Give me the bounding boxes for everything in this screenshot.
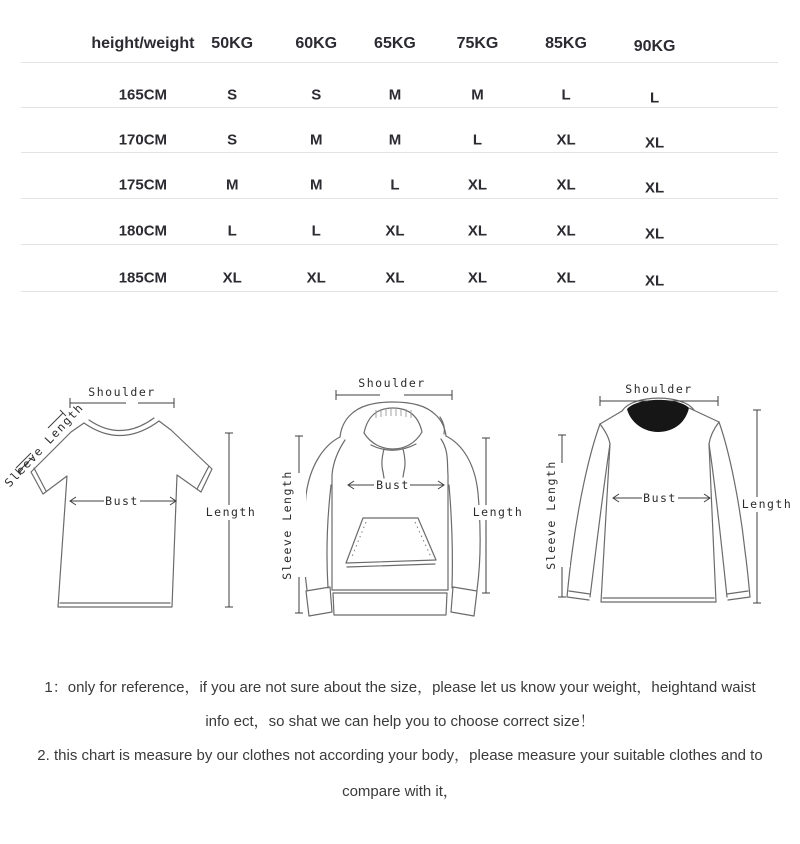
size-cell: XL (467, 222, 488, 240)
height-cell: 165CM (118, 86, 168, 104)
size-cell: S (227, 131, 238, 149)
tshirt-shoulder-label: Shoulder (88, 385, 156, 399)
size-cell: L (561, 86, 571, 104)
size-cell: XL (385, 222, 405, 240)
size-cell: XL (385, 269, 405, 287)
size-cell: XL (645, 179, 665, 197)
hoodie-shoulder-label: Shoulder (358, 376, 426, 390)
garment-diagrams (0, 345, 800, 645)
size-cell: XL (645, 134, 665, 152)
header-cell: 75KG (456, 35, 499, 53)
longsleeve-bust-label: Bust (643, 491, 677, 505)
size-cell: M (309, 131, 323, 149)
tshirt-length-label: Length (205, 505, 257, 519)
size-cell: L (472, 131, 483, 149)
table-row (21, 245, 778, 292)
size-cell: XL (556, 269, 576, 287)
table-row (21, 199, 778, 245)
table-row (21, 108, 778, 153)
size-cell: XL (467, 176, 488, 194)
size-cell: S (227, 86, 238, 104)
header-cell: 90KG (633, 38, 676, 56)
height-cell: 180CM (118, 222, 168, 240)
note-line-4: compare with it， (342, 783, 458, 800)
header-cell: height/weight (91, 35, 195, 53)
size-cell: XL (556, 222, 576, 240)
longsleeve-diagram (544, 382, 794, 603)
hoodie-length-label: Length (472, 505, 524, 519)
hoodie-sleeve-length-label: Sleeve Length (280, 470, 294, 580)
size-cell: L (650, 89, 660, 107)
header-cell: 85KG (545, 35, 587, 53)
header-cell: 50KG (211, 35, 254, 53)
header-cell: 65KG (374, 35, 416, 53)
hoodie-diagram (280, 376, 524, 616)
tshirt-sleeve-length-label: Sleeve Length (1, 400, 87, 490)
size-cell: S (311, 86, 322, 104)
size-cell: XL (645, 225, 665, 243)
size-cell: XL (467, 269, 488, 287)
size-cell: XL (556, 131, 576, 149)
size-cell: L (311, 222, 321, 240)
table-header-row (21, 20, 778, 63)
size-cell: M (309, 176, 323, 194)
table-row (21, 63, 778, 108)
longsleeve-shoulder-label: Shoulder (625, 382, 693, 396)
size-cell: M (388, 86, 402, 104)
table-row (21, 153, 778, 199)
header-cell: 60KG (295, 35, 338, 53)
height-cell: 170CM (118, 131, 168, 149)
note-line-1: 1：only for reference，if you are not sure about the size，please let us know your weight，heightand waist (44, 679, 756, 696)
size-cell: M (471, 86, 484, 104)
size-cell: XL (306, 269, 326, 287)
height-cell: 185CM (118, 269, 168, 287)
longsleeve-length-label: Length (741, 497, 793, 511)
note-line-2: info ect，so shat we can help you to choose correct size！ (205, 713, 595, 730)
height-cell: 175CM (118, 176, 168, 194)
size-cell: XL (645, 272, 665, 290)
size-cell: L (227, 222, 237, 240)
size-cell: XL (556, 176, 576, 194)
size-cell: M (225, 176, 239, 194)
hoodie-bust-label: Bust (376, 478, 410, 492)
size-cell: M (388, 131, 402, 149)
size-cell: XL (222, 269, 242, 287)
tshirt-diagram (2, 385, 257, 607)
size-table (21, 20, 778, 292)
tshirt-bust-label: Bust (105, 494, 139, 508)
note-line-3: 2. this chart is measure by our clothes not according your body，please measure your suitable clothes and to (37, 747, 763, 764)
longsleeve-sleeve-length-label: Sleeve Length (544, 460, 558, 570)
size-cell: L (390, 176, 400, 194)
